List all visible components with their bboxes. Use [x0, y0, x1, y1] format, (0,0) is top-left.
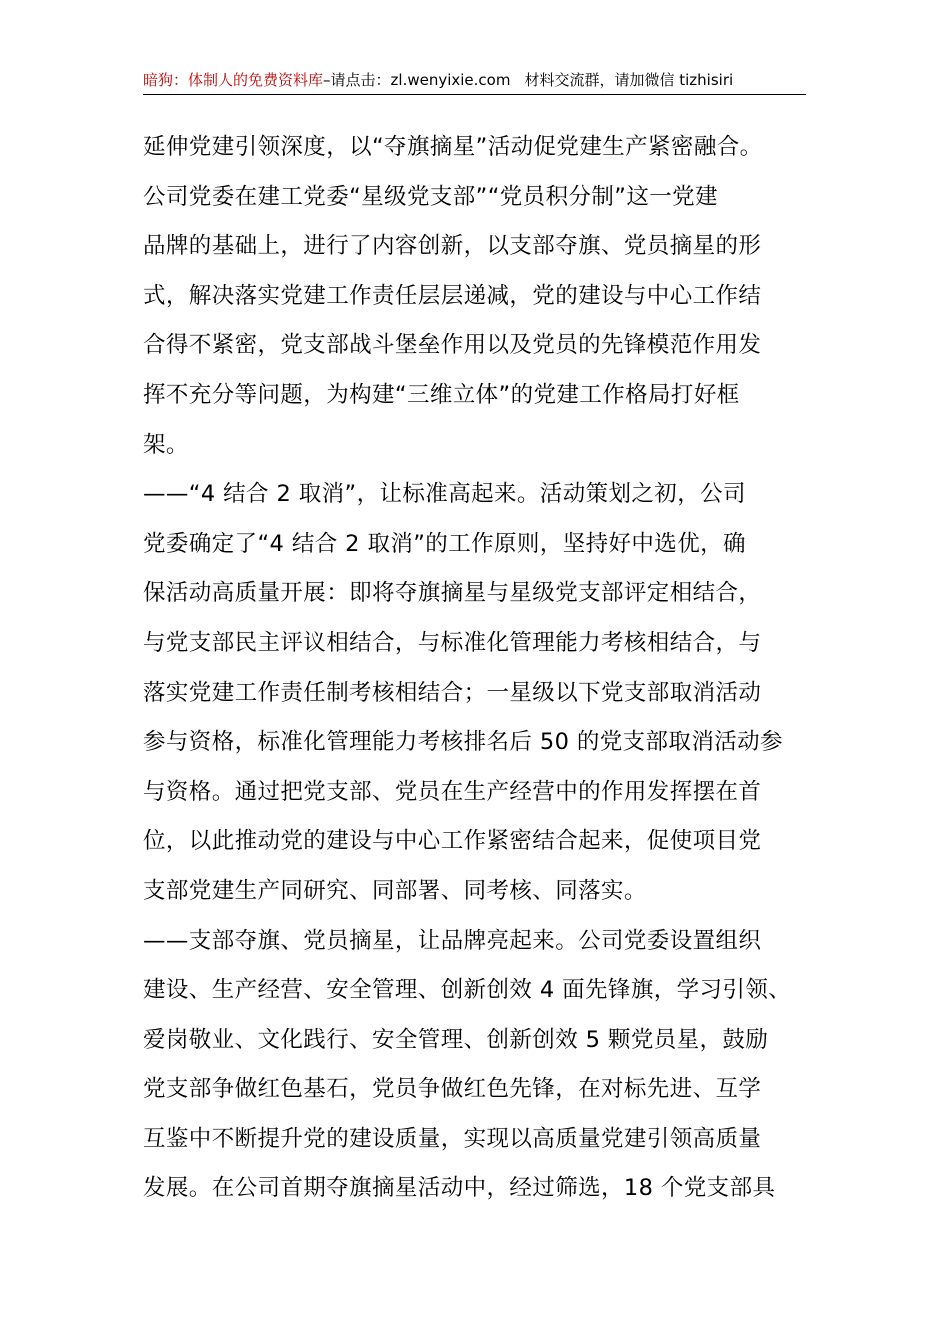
- body-line: 位，以此推动党的建设与中心工作紧密结合起来，促使项目党: [143, 828, 762, 855]
- body-line: 与资格。通过把党支部、党员在生产经营中的作用发挥摆在首: [143, 778, 762, 805]
- body-line: 与党支部民主评议相结合，与标准化管理能力考核相结合，与: [143, 629, 762, 656]
- body-line: 爱岗敬业、文化践行、安全管理、创新创效 5 颗党员星，鼓励: [143, 1026, 769, 1053]
- body-line: 党委确定了“4 结合 2 取消”的工作原则，坚持好中选优，确: [143, 530, 746, 557]
- body-line: 支部党建生产同研究、同部署、同考核、同落实。: [143, 877, 647, 904]
- body-line: 架。: [143, 431, 189, 458]
- body-line: 建设、生产经营、安全管理、创新创效 4 面先锋旗，学习引领、: [143, 977, 792, 1004]
- body-line: ——支部夺旗、党员摘星，让品牌亮起来。公司党委设置组织: [143, 927, 762, 954]
- header-url-link[interactable]: zl.wenyixie.com: [390, 71, 511, 89]
- body-line: 互鉴中不断提升党的建设质量，实现以高质量党建引领高质量: [143, 1125, 762, 1152]
- header-site-name: 暗狗：体制人的免费资料库: [143, 71, 324, 89]
- body-line: 参与资格，标准化管理能力考核排名后 50 的党支部取消活动参: [143, 729, 783, 756]
- page-header: [143, 66, 806, 95]
- body-line: 品牌的基础上，进行了内容创新，以支部夺旗、党员摘星的形: [143, 233, 762, 260]
- body-line: 挥不充分等问题，为构建“三维立体”的党建工作格局打好框: [143, 381, 740, 408]
- body-line: ——“4 结合 2 取消”，让标准高起来。活动策划之初，公司: [143, 481, 746, 508]
- body-line: 保活动高质量开展：即将夺旗摘星与星级党支部评定相结合，: [143, 580, 762, 607]
- header-group-note: 材料交流群，请加微信 tizhisiri: [524, 71, 734, 89]
- header-click-prompt: –请点击：: [323, 71, 391, 89]
- body-line: 合得不紧密，党支部战斗堡垒作用以及党员的先锋模范作用发: [143, 332, 762, 359]
- body-line: 公司党委在建工党委“星级党支部”“党员积分制”这一党建: [143, 183, 718, 210]
- body-line: 式，解决落实党建工作责任层层递减，党的建设与中心工作结: [143, 282, 762, 309]
- body-line: 党支部争做红色基石，党员争做红色先锋，在对标先进、互学: [143, 1076, 762, 1103]
- body-line: 落实党建工作责任制考核相结合；一星级以下党支部取消活动: [143, 679, 762, 706]
- body-line: 延伸党建引领深度，以“夺旗摘星”活动促党建生产紧密融合。: [143, 134, 763, 160]
- document-body: [143, 123, 811, 1214]
- body-line: 发展。在公司首期夺旗摘星活动中，经过筛选，18 个党支部具: [143, 1175, 776, 1202]
